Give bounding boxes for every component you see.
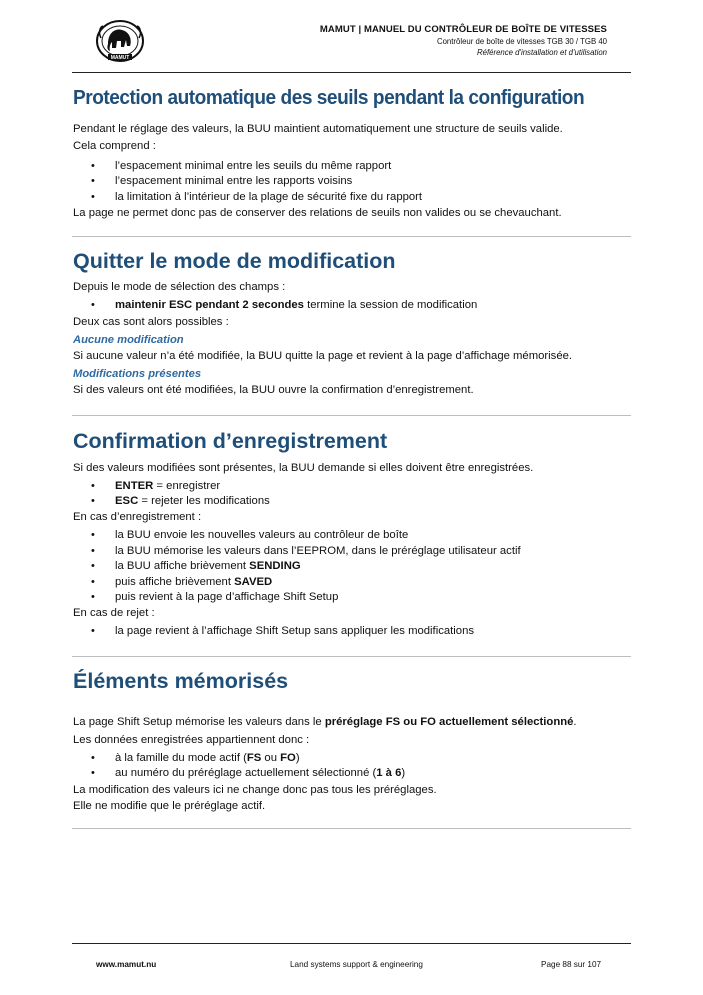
list-item-text: ou xyxy=(261,751,281,764)
section-heading-save-confirmation: Confirmation d’enregistrement xyxy=(73,428,388,453)
mode-fs: FS xyxy=(246,751,262,764)
list-item xyxy=(73,559,633,574)
bullet-list xyxy=(73,624,633,639)
list-item: • la limitation à l’intérieur de la plage de sécurité fixe du rapport xyxy=(73,190,633,205)
paragraph: Les données enregistrées appartiennent donc : xyxy=(73,733,310,746)
list-item: • puis revient à la page d’affichage Shift Setup xyxy=(73,590,633,605)
status-saved: SAVED xyxy=(234,575,273,588)
paragraph: Cela comprend : xyxy=(73,140,156,152)
page-header xyxy=(320,24,607,58)
footer-website: www.mamut.nu xyxy=(96,960,157,969)
header-title: MAMUT | MANUEL DU CONTRÔLEUR DE BOÎTE DE VITESSES xyxy=(319,24,607,35)
bullet-list xyxy=(73,298,633,313)
list-item-text: ) xyxy=(401,767,406,780)
status-sending: SENDING xyxy=(249,560,301,573)
paragraph: La modification des valeurs ici ne change donc pas tous les préréglages. xyxy=(73,783,437,796)
key-esc: ESC xyxy=(115,495,139,508)
list-item-text: à la famille du mode actif ( xyxy=(115,751,247,764)
list-item xyxy=(73,479,633,494)
preset-emphasis: préréglage FS ou FO actuellement sélectionné xyxy=(324,715,574,728)
subheading-no-change: Aucune modification xyxy=(73,333,184,346)
list-item xyxy=(73,766,633,781)
preset-range: 1 à 6 xyxy=(376,767,402,780)
list-item: • la page revient à l’affichage Shift Setup sans appliquer les modifications xyxy=(73,624,633,639)
footer-page-number: Page 88 sur 107 xyxy=(541,960,602,969)
list-item-text: au numéro du préréglage actuellement sélectionné ( xyxy=(115,767,377,780)
paragraph: Deux cas sont alors possibles : xyxy=(73,315,229,328)
list-item xyxy=(73,575,633,590)
svg-text:MAMUT: MAMUT xyxy=(110,55,130,61)
bullet-list xyxy=(73,528,633,605)
paragraph-text: La page Shift Setup mémorise les valeurs dans le xyxy=(73,715,325,728)
list-item: • la BUU envoie les nouvelles valeurs au contrôleur de boîte xyxy=(73,528,633,543)
section-heading-stored-elements: Éléments mémorisés xyxy=(73,668,289,693)
list-item xyxy=(73,298,633,313)
paragraph-text: . xyxy=(573,715,577,728)
list-item-text: la BUU affiche brièvement xyxy=(115,560,250,573)
paragraph xyxy=(73,714,633,730)
list-item: • l’espacement minimal entre les rapports voisins xyxy=(73,174,633,189)
list-item xyxy=(73,494,633,509)
list-item: • l’espacement minimal entre les seuils du même rapport xyxy=(73,159,633,174)
list-item: • la BUU mémorise les valeurs dans l’EEPROM, dans le préréglage utilisateur actif xyxy=(73,544,633,559)
bullet-list xyxy=(73,479,633,510)
list-item-text: ) xyxy=(295,751,300,764)
mamut-logo xyxy=(94,18,146,64)
list-item-text: = enregistrer xyxy=(153,479,221,492)
paragraph: Depuis le mode de sélection des champs : xyxy=(73,281,286,294)
section-heading-threshold-protection: Protection automatique des seuils pendant la configuration xyxy=(73,86,585,109)
page-content xyxy=(73,80,633,829)
paragraph: Si des valeurs modifiées sont présentes, la BUU demande si elles doivent être enregistrées. xyxy=(73,461,534,474)
paragraph: La page ne permet donc pas de conserver des relations de seuils non valides ou se chevauchant. xyxy=(73,207,562,220)
section-heading-exit-edit: Quitter le mode de modification xyxy=(73,249,396,274)
key-hold-esc: maintenir ESC pendant 2 secondes xyxy=(115,299,304,312)
subheading-changes-present: Modifications présentes xyxy=(73,367,202,380)
mode-fo: FO xyxy=(280,751,296,764)
bullet-list xyxy=(73,751,633,782)
paragraph: En cas de rejet : xyxy=(73,607,155,620)
list-item xyxy=(73,751,633,766)
header-subtitle: Contrôleur de boîte de vitesses TGB 30 / TGB 40 xyxy=(436,37,607,46)
list-item-text: puis affiche brièvement xyxy=(115,575,235,588)
paragraph: Pendant le réglage des valeurs, la BUU maintient automatiquement une structure de seuils valide. xyxy=(73,123,563,135)
paragraph: Si aucune valeur n’a été modifiée, la BUU quitte la page et revient à la page d’affichage mémorisée. xyxy=(73,349,573,362)
footer-rule xyxy=(72,943,631,944)
footer-tagline: Land systems support & engineering xyxy=(290,960,423,969)
header-reference: Référence d'installation et d'utilisation xyxy=(477,48,607,57)
section-divider xyxy=(72,415,631,416)
section-divider xyxy=(72,236,631,237)
key-enter: ENTER xyxy=(115,479,154,492)
header-rule xyxy=(72,72,631,73)
section-divider xyxy=(72,828,631,829)
list-item-text: termine la session de modification xyxy=(303,299,478,312)
list-item-text: = rejeter les modifications xyxy=(138,495,270,508)
paragraph: En cas d’enregistrement : xyxy=(73,511,202,524)
paragraph: Elle ne modifie que le préréglage actif. xyxy=(73,799,266,812)
paragraph: Si des valeurs ont été modifiées, la BUU ouvre la confirmation d’enregistrement. xyxy=(73,383,474,396)
bullet-list xyxy=(73,159,633,205)
section-divider xyxy=(72,656,631,657)
